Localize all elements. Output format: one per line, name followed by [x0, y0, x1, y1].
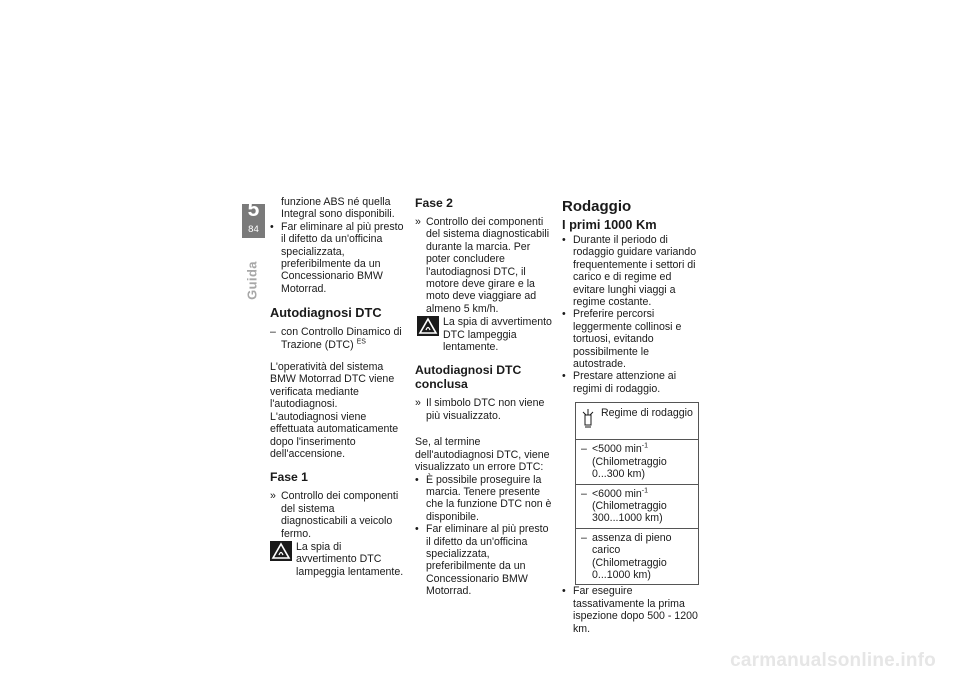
table-row: – assenza di pieno carico (Chilometraggio 0...1000 km)	[581, 531, 672, 581]
column-3	[562, 198, 699, 635]
list-item: • Far eseguire tassativamente la prima ispezione dopo 500 - 1200 km.	[562, 585, 698, 635]
paragraph: L'operatività del sistema BMW Motorrad DTC viene verificata mediante l'autodiagnosi. L'autodiagnosi viene effettuata automaticamente dopo l'inserimento dell'accensione.	[270, 361, 399, 460]
watermark: carmanualsonline.info	[730, 650, 936, 671]
step-item: » Controllo dei componenti del sistema diagnosticabili durante la marcia. Per poter concludere l'autodiagnosi DTC, il motore deve girare e la moto deve viaggiare ad almeno 5 km/h.	[415, 216, 550, 315]
chapter-number: 5	[247, 198, 260, 221]
warning-text: La spia di avvertimento DTC lampeggia lentamente.	[443, 316, 552, 354]
subsection-heading: I primi 1000 Km	[562, 217, 657, 232]
warning-note	[270, 541, 404, 578]
step-heading: Fase 1	[270, 470, 308, 485]
continued-text: funzione ABS né quella Integral sono disponibili.	[281, 196, 395, 221]
section-label: Guida	[244, 261, 260, 300]
list-item: • È possibile proseguire la marcia. Tenere presente che la funzione DTC non è disponibile.	[415, 473, 552, 523]
page-number: 84	[248, 224, 259, 235]
engine-speed-icon	[581, 407, 595, 429]
step-heading: Fase 2	[415, 196, 453, 210]
list-item: • Far eliminare al più presto il difetto da un'officina specializzata, preferibilmente da un Concessionario BMW Motorrad.	[415, 523, 549, 598]
table-row: – <5000 $\min^{-1}$ (Chilometraggio 0...300 km)	[576, 440, 698, 484]
table-header	[576, 403, 698, 440]
column-2	[415, 196, 552, 598]
paragraph: Se, al termine dell'autodiagnosi DTC, viene visualizzato un errore DTC:	[415, 436, 550, 474]
table-row: – <6000 $\min^{-1}$ (Chilometraggio 300...1000 km)	[576, 485, 698, 529]
break-in-table	[575, 402, 699, 585]
dtc-warning-icon	[270, 541, 292, 561]
list-item: – con Controllo Dinamico di Trazione (DTC) $^{ES}$	[270, 326, 402, 351]
warning-text: La spia di avvertimento DTC lampeggia lentamente.	[296, 540, 404, 578]
section-heading: Autodiagnosi DTC	[270, 305, 382, 321]
list-item: • Far eliminare al più presto il difetto da un'officina specializzata, preferibilmente da un Concessionario BMW Motorrad.	[270, 220, 404, 295]
list-item: • Durante il periodo di rodaggio guidare variando frequentemente i settori di carico e di regime ed evitare lunghi viaggi a regime costante.	[562, 234, 697, 309]
list-item: • Preferire percorsi leggermente collinosi e tortuosi, evitando possibilmente le autostrade.	[562, 308, 682, 371]
column-1	[270, 196, 404, 578]
list-item: • Prestare attenzione ai regimi di rodaggio.	[562, 370, 677, 395]
dtc-warning-icon	[417, 316, 439, 336]
step-heading: Autodiagnosi DTC conclusa	[415, 363, 522, 392]
table-title: Regime di rodaggio	[601, 407, 693, 420]
step-item: » Controllo dei componenti del sistema diagnosticabili a veicolo fermo.	[270, 490, 399, 540]
section-heading: Rodaggio	[562, 198, 632, 215]
step-item: » Il simbolo DTC non viene più visualizzato.	[415, 397, 545, 422]
warning-note	[417, 316, 552, 353]
